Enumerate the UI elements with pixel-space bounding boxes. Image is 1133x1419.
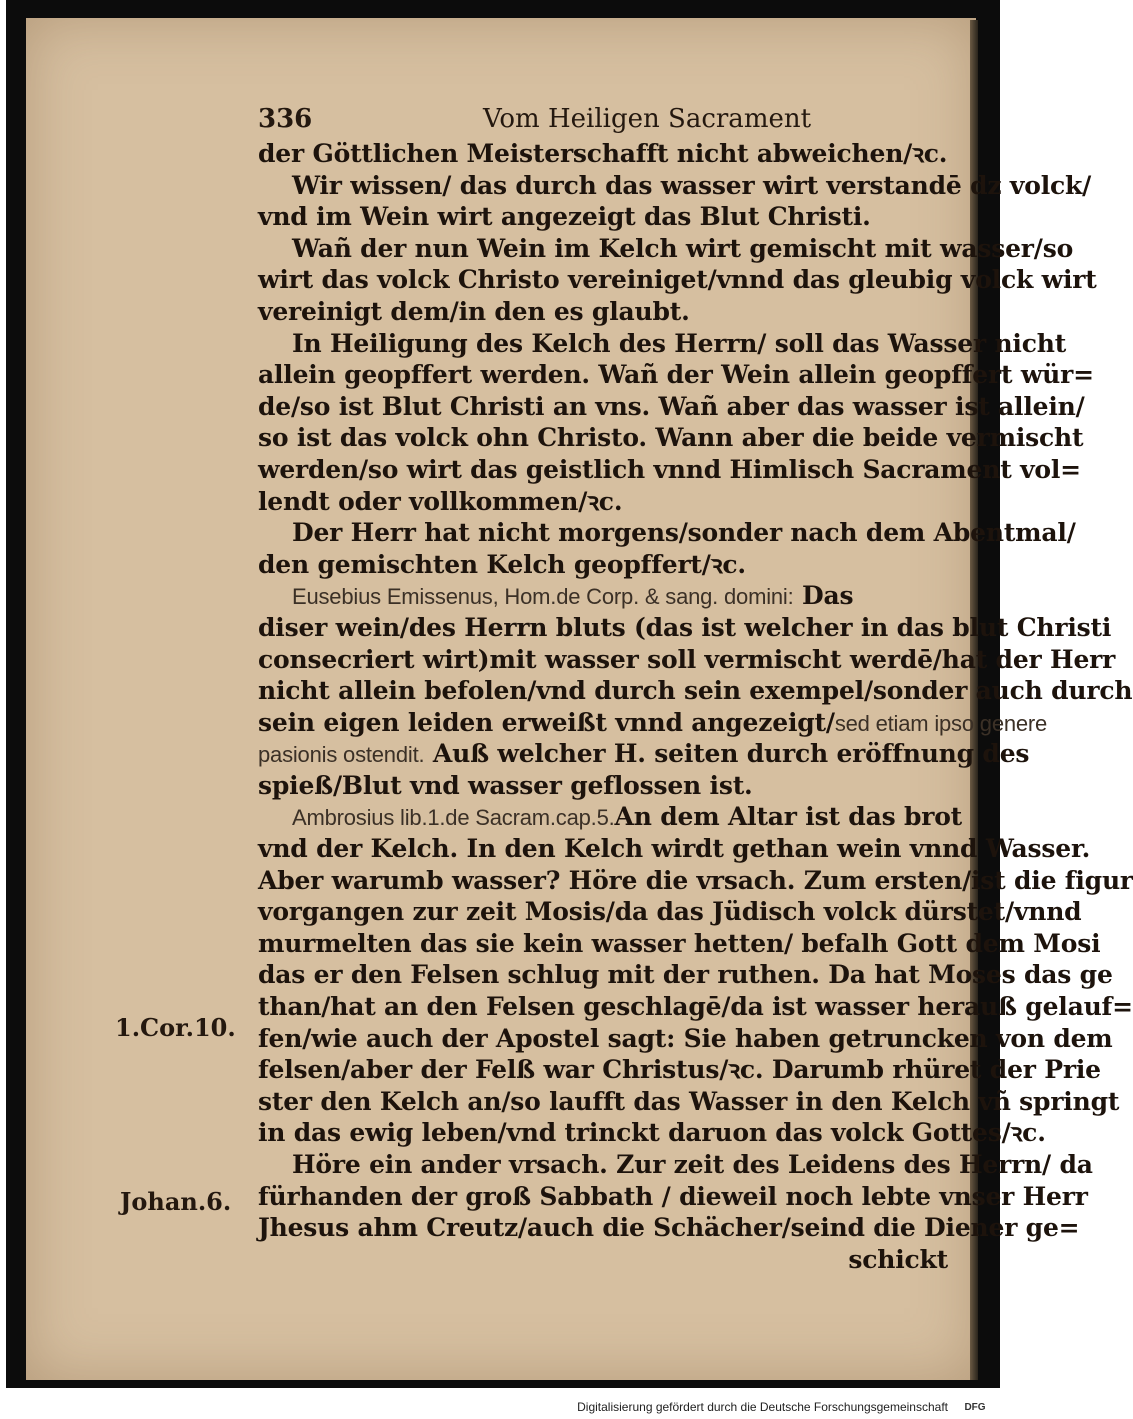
line-text: In Heiligung des Kelch des Herrn/ soll das Wasser nicht bbox=[292, 328, 1067, 358]
line-text: den gemischten Kelch geopffert/ꝛc. bbox=[258, 549, 746, 579]
line-text: vnd der Kelch. In den Kelch wirdt gethan wein vnnd Wasser. bbox=[258, 834, 1091, 864]
text-line bbox=[258, 1054, 1101, 1086]
line-text: Wañ der nun Wein im Kelch wirt gemischt mit wasser/so bbox=[292, 233, 1074, 263]
text-line bbox=[258, 675, 1133, 707]
line-text: murmelten das sie kein wasser hetten/ befalh Gott dem Mosi bbox=[258, 928, 1101, 958]
text-line bbox=[258, 328, 1067, 360]
line-text: Höre ein ander vrsach. Zur zeit des Leidens des Herrn/ da bbox=[292, 1150, 1093, 1179]
line-text: felsen/aber der Felß war Christus/ꝛc. Darumb rhüret der Prie bbox=[258, 1055, 1101, 1085]
line-text: schickt bbox=[848, 1244, 948, 1274]
line-text: der Göttlichen Meisterschafft nicht abweichen/ꝛc. bbox=[258, 139, 948, 168]
line-text: consecriert wirt)mit wasser soll vermischt werdē/hat der Herr bbox=[258, 644, 1116, 674]
line-text: vorgangen zur zeit Mosis/da das Jüdisch volck dürstet/vnnd bbox=[258, 897, 1082, 927]
line-text: so ist das volck ohn Christo. Wann aber die beide vermischt bbox=[258, 423, 1084, 453]
dfg-logo: DFG bbox=[964, 1402, 986, 1413]
line-text: diser wein/des Herrn bluts (das ist welcher in das blut Christi bbox=[258, 612, 1112, 642]
line-text: Das bbox=[793, 581, 854, 611]
line-text: Jhesus ahm Creutz/auch die Schächer/seind die Diener ge= bbox=[258, 1213, 1080, 1243]
running-head bbox=[258, 100, 958, 140]
line-text: vnd im Wein wirt angezeigt das Blut Christi. bbox=[258, 202, 871, 232]
text-line bbox=[258, 770, 958, 802]
line-text: de/so ist Blut Christi an vns. Wañ aber das wasser ist allein/ bbox=[258, 391, 1085, 421]
text-line bbox=[258, 201, 958, 233]
text-line bbox=[258, 991, 1133, 1023]
line-text: Wir wissen/ das durch das wasser wirt verstandē dz volck/ bbox=[292, 170, 1092, 200]
text-line bbox=[258, 1212, 1080, 1244]
latin-citation: Eusebius Emissenus, Hom.de Corp. & sang. domini: bbox=[292, 584, 794, 610]
latin-citation: sed etiam ipso genere bbox=[834, 710, 1048, 736]
text-line bbox=[258, 1117, 1046, 1149]
line-text: Aber warumb wasser? Höre die vrsach. Zum ersten/ist die figur bbox=[258, 865, 1133, 895]
text-line bbox=[258, 1181, 1088, 1213]
line-text: nicht allein befolen/vnd durch sein exempel/sonder auch durch bbox=[258, 676, 1133, 706]
text-line bbox=[258, 1244, 958, 1276]
text-line bbox=[258, 549, 958, 581]
text-line bbox=[258, 738, 1030, 770]
page-number: 336 bbox=[258, 104, 313, 134]
line-text: sein eigen leiden erweißt vnnd angezeigt/ bbox=[258, 707, 835, 737]
line-text: than/hat an den Felsen geschlagē/da ist wasser herauß gelauf= bbox=[258, 992, 1133, 1022]
text-line bbox=[258, 580, 958, 612]
line-text: werden/so wirt das geistlich vnnd Himlisch Sacrament vol= bbox=[258, 454, 1081, 484]
line-text: spieß/Blut vnd wasser geflossen ist. bbox=[258, 770, 753, 800]
line-text: in das ewig leben/vnd trinckt daruon das volck Gottes/ꝛc. bbox=[258, 1118, 1046, 1148]
line-text: wirt das volck Christo vereiniget/vnnd das gleubig volck wirt bbox=[258, 265, 1097, 295]
line-text: fen/wie auch der Apostel sagt: Sie haben getruncken von dem bbox=[258, 1023, 1113, 1053]
line-text: lendt oder vollkommen/ꝛc. bbox=[258, 486, 623, 516]
text-line bbox=[258, 264, 1097, 296]
text-line bbox=[258, 707, 1048, 739]
margin-note-cor: 1.Cor.10. bbox=[115, 1013, 236, 1042]
text-line bbox=[258, 138, 958, 170]
text-line bbox=[258, 801, 963, 833]
line-text: fürhanden der groß Sabbath / dieweil noch lebte vnser Herr bbox=[258, 1181, 1088, 1211]
text-line bbox=[258, 170, 1092, 202]
text-line bbox=[258, 865, 1133, 897]
text-line bbox=[258, 486, 958, 518]
line-text: ster den Kelch an/so laufft das Wasser in den Kelch vñ springt bbox=[258, 1086, 1120, 1116]
footer-credit: Digitalisierung gefördert durch die Deutsche Forschungsgemeinschaft bbox=[577, 1400, 948, 1414]
line-text: allein geopffert werden. Wañ der Wein allein geopffert wür= bbox=[258, 360, 1094, 390]
margin-note-johan: Johan.6. bbox=[120, 1187, 232, 1216]
text-line bbox=[258, 233, 1074, 265]
line-text: das er den Felsen schlug mit der ruthen. Da hat Moses das ge bbox=[258, 960, 1113, 990]
text-line bbox=[258, 1149, 1093, 1181]
footer-bar bbox=[0, 1398, 1000, 1419]
text-line bbox=[258, 359, 1094, 391]
text-line bbox=[258, 422, 1084, 454]
text-line bbox=[258, 833, 1091, 865]
text-line bbox=[258, 391, 1085, 423]
text-line bbox=[258, 644, 1116, 676]
text-line bbox=[258, 454, 1081, 486]
line-text: Der Herr hat nicht morgens/sonder nach dem Abentmal/ bbox=[292, 518, 1076, 548]
text-line bbox=[258, 1023, 1113, 1055]
text-line bbox=[258, 1086, 1120, 1118]
line-text: vereinigt dem/in den es glaubt. bbox=[258, 296, 690, 326]
text-line bbox=[258, 517, 1076, 549]
running-head-title: Vom Heiligen Sacrament bbox=[483, 104, 812, 134]
latin-citation: pasionis ostendit. bbox=[258, 742, 425, 768]
line-text: Auß welcher H. seiten durch eröffnung des bbox=[424, 739, 1030, 769]
text-line bbox=[258, 296, 958, 328]
text-line bbox=[258, 612, 1112, 644]
text-line bbox=[258, 928, 1101, 960]
text-line bbox=[258, 959, 1113, 991]
text-line bbox=[258, 896, 1082, 928]
body-text bbox=[258, 138, 1133, 1275]
line-text: An dem Altar ist das brot bbox=[614, 802, 963, 832]
latin-citation: Ambrosius lib.1.de Sacram.cap.5. bbox=[292, 805, 615, 831]
